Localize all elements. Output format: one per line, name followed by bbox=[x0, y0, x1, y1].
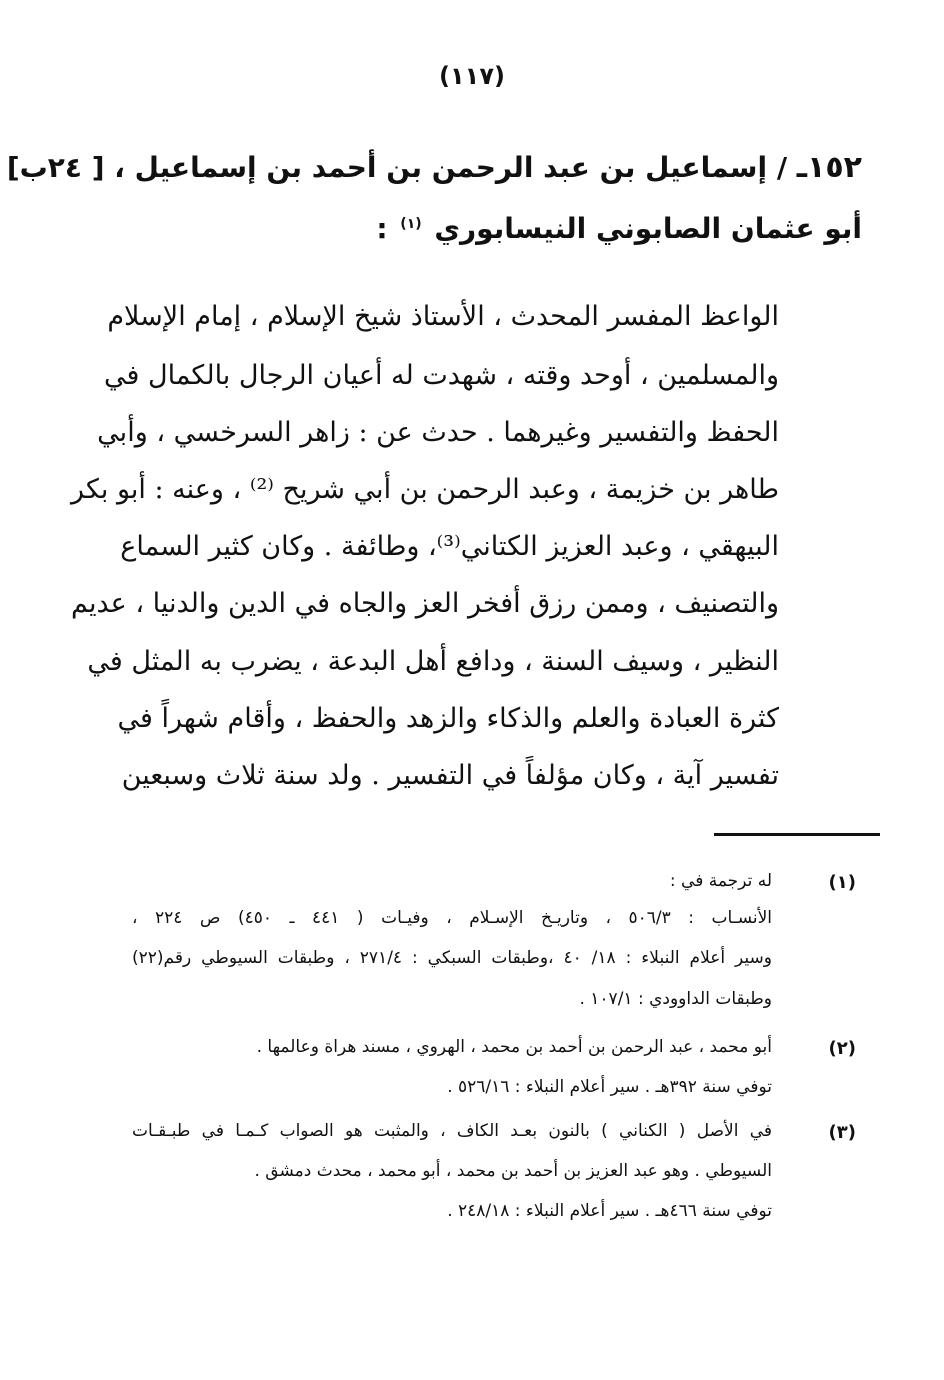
body-line: النظير ، وسيف السنة ، ودافع أهل البدعة ، يضرب به المثل في bbox=[87, 646, 779, 677]
footnote-line: توفي سنة ٣٩٢هـ . سير أعلام النبلاء : ٥٢٦/١٦ . bbox=[447, 1077, 772, 1097]
footnote-number: (٢) bbox=[828, 1038, 856, 1059]
body-line: الحفظ والتفسير وغيرهما . حدث عن : زاهر السرخسي ، وأبي bbox=[97, 417, 779, 448]
body-line: البيهقي ، وعبد العزيز الكتاني⁽³⁾، وطائفة . وكان كثير السماع bbox=[120, 531, 779, 562]
footnote-line: السيوطي . وهو عبد العزيز بن أحمد بن محمد ، أبو محمد ، محدث دمشق . bbox=[254, 1161, 772, 1181]
title-note-ref: (١) bbox=[400, 215, 422, 232]
footnote-line: الأنسـاب : ٥٠٦/٣ ، وتاريـخ الإسـلام ، وفيـات ( ٤٤١ ـ ٤٥٠) ص ٢٢٤ ، bbox=[132, 908, 773, 928]
title-colon: : bbox=[376, 212, 388, 245]
footnote-line: في الأصل ( الكناني ) بالنون بعـد الكاف ، والمثبت هو الصواب كـمـا في طبـقـات bbox=[132, 1121, 772, 1141]
entry-title-line-1: / إسماعيل بن عبد الرحمن بن أحمد بن إسماعيل ، bbox=[114, 151, 788, 184]
body-line: تفسير آية ، وكان مؤلفاً في التفسير . ولد سنة ثلاث وسبعين bbox=[121, 760, 779, 791]
footnote-line: وسير أعلام النبلاء : ١٨/ ٤٠ ،وطبقات السبكي : ٢٧١/٤ ، وطبقات السيوطي رقم(٢٢) bbox=[132, 948, 772, 968]
entry-title-line-2: أبو عثمان الصابوني النيسابوري bbox=[434, 212, 862, 245]
entry-heading-line-1 bbox=[6, 150, 862, 185]
entry-number: ١٥٢ـ bbox=[796, 150, 862, 185]
page-number: (١١٧) bbox=[439, 62, 505, 90]
entry-heading-line-2 bbox=[62, 212, 862, 245]
body-line: طاهر بن خزيمة ، وعبد الرحمن بن أبي شريح ⁽²⁾ ، وعنه : أبو بكر bbox=[71, 474, 779, 505]
body-line: والتصنيف ، وممن رزق أفخر العز والجاه في الدين والدنيا ، عديم bbox=[70, 588, 779, 619]
footnote-line: وطبقات الداوودي : ١٠٧/١ . bbox=[579, 989, 772, 1009]
footnote-line: أبو محمد ، عبد الرحمن بن أحمد بن محمد ، الهروي ، مسند هراة وعالمها . bbox=[256, 1037, 772, 1057]
body-line: الواعظ المفسر المحدث ، الأستاذ شيخ الإسلام ، إمام الإسلام bbox=[107, 301, 779, 332]
folio-mark: [ ٢٤ب] bbox=[6, 151, 105, 184]
footnote-number: (١) bbox=[828, 872, 856, 893]
footnote-divider bbox=[714, 833, 880, 836]
body-line: والمسلمين ، أوحد وقته ، شهدت له أعيان الرجال بالكمال في bbox=[103, 360, 779, 391]
footnote-number: (٣) bbox=[828, 1122, 856, 1143]
footnote-line: توفي سنة ٤٦٦هـ . سير أعلام النبلاء : ٢٤٨/١٨ . bbox=[447, 1201, 772, 1221]
footnote-line: له ترجمة في : bbox=[669, 871, 772, 891]
body-line: كثرة العبادة والعلم والذكاء والزهد والحفظ ، وأقام شهراً في bbox=[117, 703, 779, 734]
